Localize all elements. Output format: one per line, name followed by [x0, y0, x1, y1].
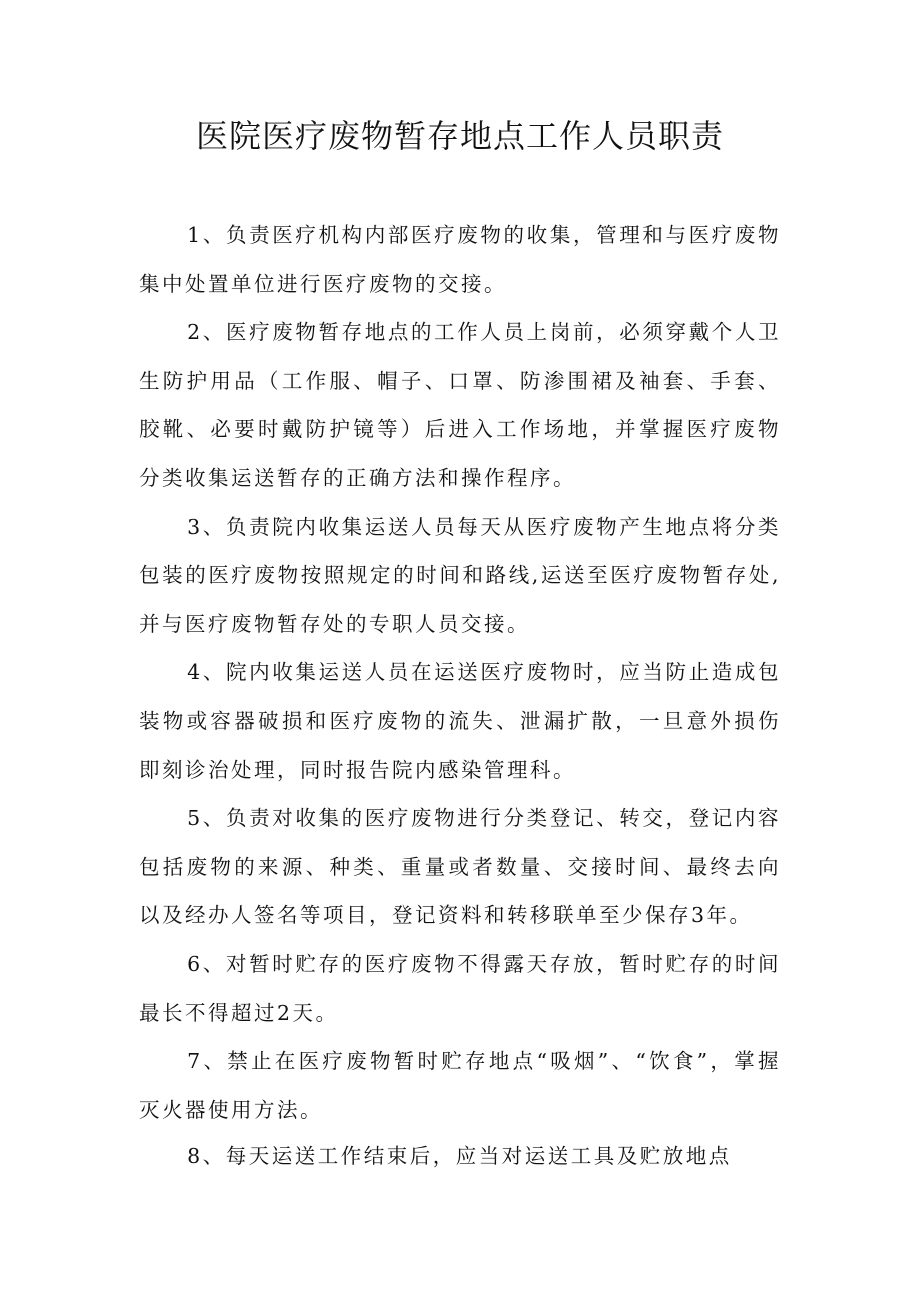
duty-paragraph-7: 7、禁止在医疗废物暂时贮存地点“吸烟”、“饮食”，掌握灭火器使用方法。	[139, 1049, 781, 1122]
document-body	[139, 211, 781, 1179]
duty-paragraph-5: 5、负责对收集的医疗废物进行分类登记、转交，登记内容包括废物的来源、种类、重量或者数量、交接时间、最终去向以及经办人签名等项目，登记资料和转移联单至少保存3年。	[139, 806, 781, 928]
duty-paragraph-1: 1、负责医疗机构内部医疗废物的收集，管理和与医疗废物集中处置单位进行医疗废物的交接。	[139, 223, 781, 296]
duty-paragraph-8: 8、每天运送工作结束后，应当对运送工具及贮放地点	[187, 1144, 732, 1169]
document-title: 医院医疗废物暂存地点工作人员职责	[195, 117, 724, 155]
duty-paragraph-3: 3、负责院内收集运送人员每天从医疗废物产生地点将分类包装的医疗废物按照规定的时间和路线,运送至医疗废物暂存处,并与医疗废物暂存处的专职人员交接。	[139, 514, 781, 636]
duty-paragraph-2: 2、医疗废物暂存地点的工作人员上岗前，必须穿戴个人卫生防护用品（工作服、帽子、口罩、防渗围裙及袖套、手套、胶靴、必要时戴防护镜等）后进入工作场地，并掌握医疗废物分类收集运送暂存的正确方法和操作程序。	[139, 320, 781, 490]
duty-paragraph-6: 6、对暂时贮存的医疗废物不得露天存放，暂时贮存的时间最长不得超过2天。	[139, 951, 781, 1025]
duty-paragraph-4: 4、院内收集运送人员在运送医疗废物时，应当防止造成包装物或容器破损和医疗废物的流失、泄漏扩散，一旦意外损伤即刻诊治处理，同时报告院内感染管理科。	[139, 660, 781, 782]
